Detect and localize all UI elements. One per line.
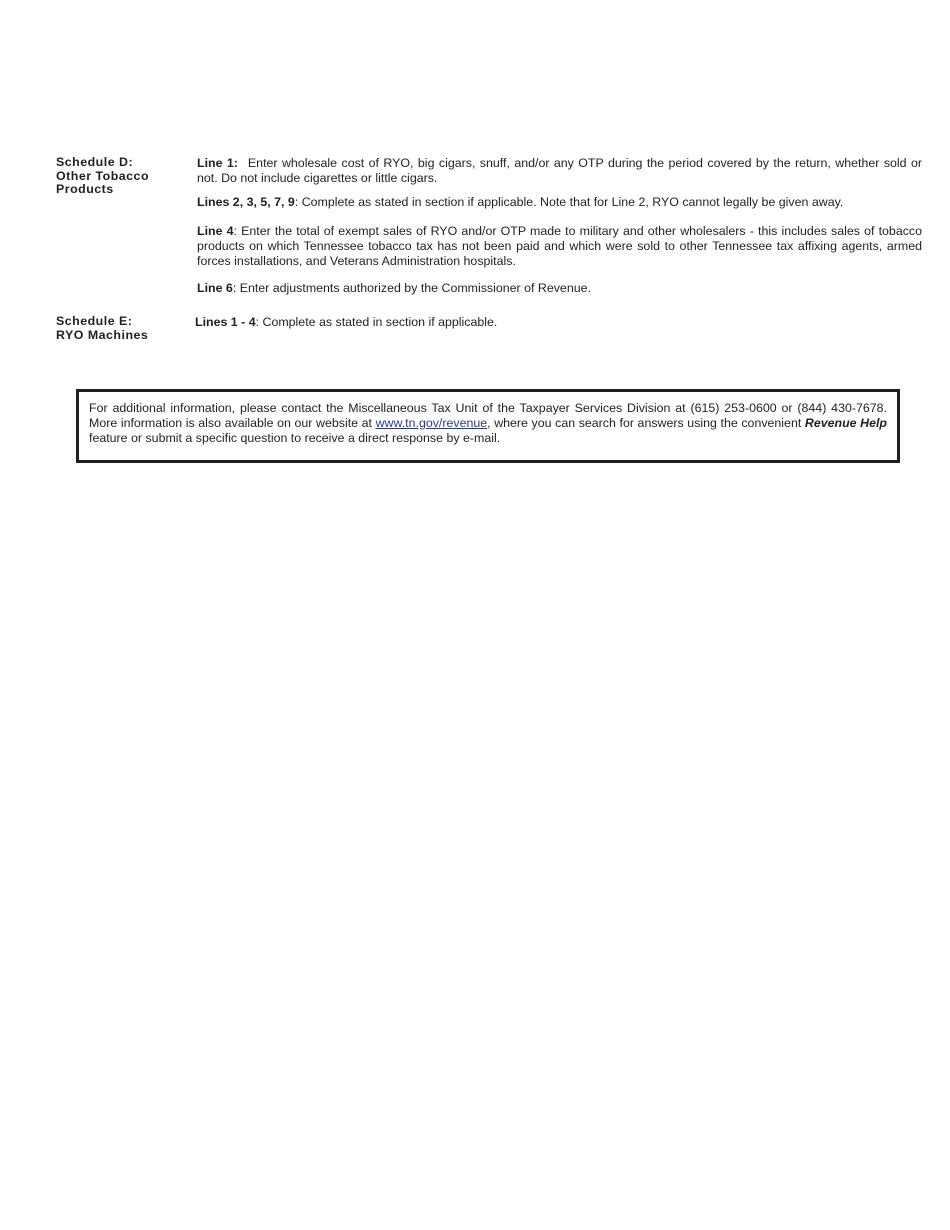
line-6-lead: Line 6 (197, 281, 233, 295)
schedule-e-heading-line: Schedule E: (56, 314, 133, 328)
line-1-text: Enter wholesale cost of RYO, big cigars, snuff, and/or any OTP during the period covered by the return, whether sold or not. Do not include cigarettes or little cigars. (197, 156, 922, 185)
schedule-d-heading-line: Products (56, 182, 114, 196)
lines-1-4-text: : Complete as stated in section if applicable. (255, 315, 498, 329)
schedule-e-heading (56, 315, 176, 342)
line-1-lead: Line 1: (197, 156, 238, 170)
info-text-middle: , where you can search for answers using the convenient (487, 416, 805, 430)
schedule-e-heading-line: RYO Machines (56, 327, 149, 342)
lines-2-3-5-7-9-instruction (197, 195, 922, 210)
line-4-lead: Line 4 (197, 224, 234, 238)
schedule-d-instructions (197, 156, 922, 305)
additional-info-box (76, 389, 900, 463)
lines-1-4-lead: Lines 1 - 4 (195, 315, 256, 329)
lines-2-3-5-7-9-text: : Complete as stated in section if applicable. Note that for Line 2, RYO cannot legally be given away. (294, 195, 844, 209)
line-1-instruction (197, 156, 922, 186)
schedule-d-heading-line: Other Tobacco (56, 168, 150, 183)
revenue-website-link[interactable]: www.tn.gov/revenue (375, 416, 488, 430)
info-text-intro: For additional information, please contact the Miscellaneous Tax Unit of the Taxpayer Services Division at (615) 253-0600 or (844) 430-7678. More information is also available on our website at (89, 401, 887, 430)
revenue-help-label: Revenue Help (804, 416, 887, 430)
schedule-d-heading-line: Schedule D: (56, 155, 134, 169)
schedule-e-instructions (195, 315, 920, 339)
line-6-instruction (197, 281, 922, 296)
line-6-text: : Enter adjustments authorized by the Commissioner of Revenue. (232, 281, 591, 295)
lines-2-3-5-7-9-lead: Lines 2, 3, 5, 7, 9 (197, 195, 295, 209)
lines-1-4-instruction (195, 315, 920, 330)
info-text-end: feature or submit a specific question to receive a direct response by e-mail. (89, 431, 501, 445)
line-4-instruction (197, 224, 922, 269)
schedule-d-heading (56, 156, 176, 197)
line-4-text: : Enter the total of exempt sales of RYO and/or OTP made to military and other wholesalers - this includes sales of tobacco products on which Tennessee tobacco tax has not been paid and which were sold to other Tennessee tax affixing agents, armed forces installations, and Veterans Administration hospitals. (197, 224, 922, 268)
